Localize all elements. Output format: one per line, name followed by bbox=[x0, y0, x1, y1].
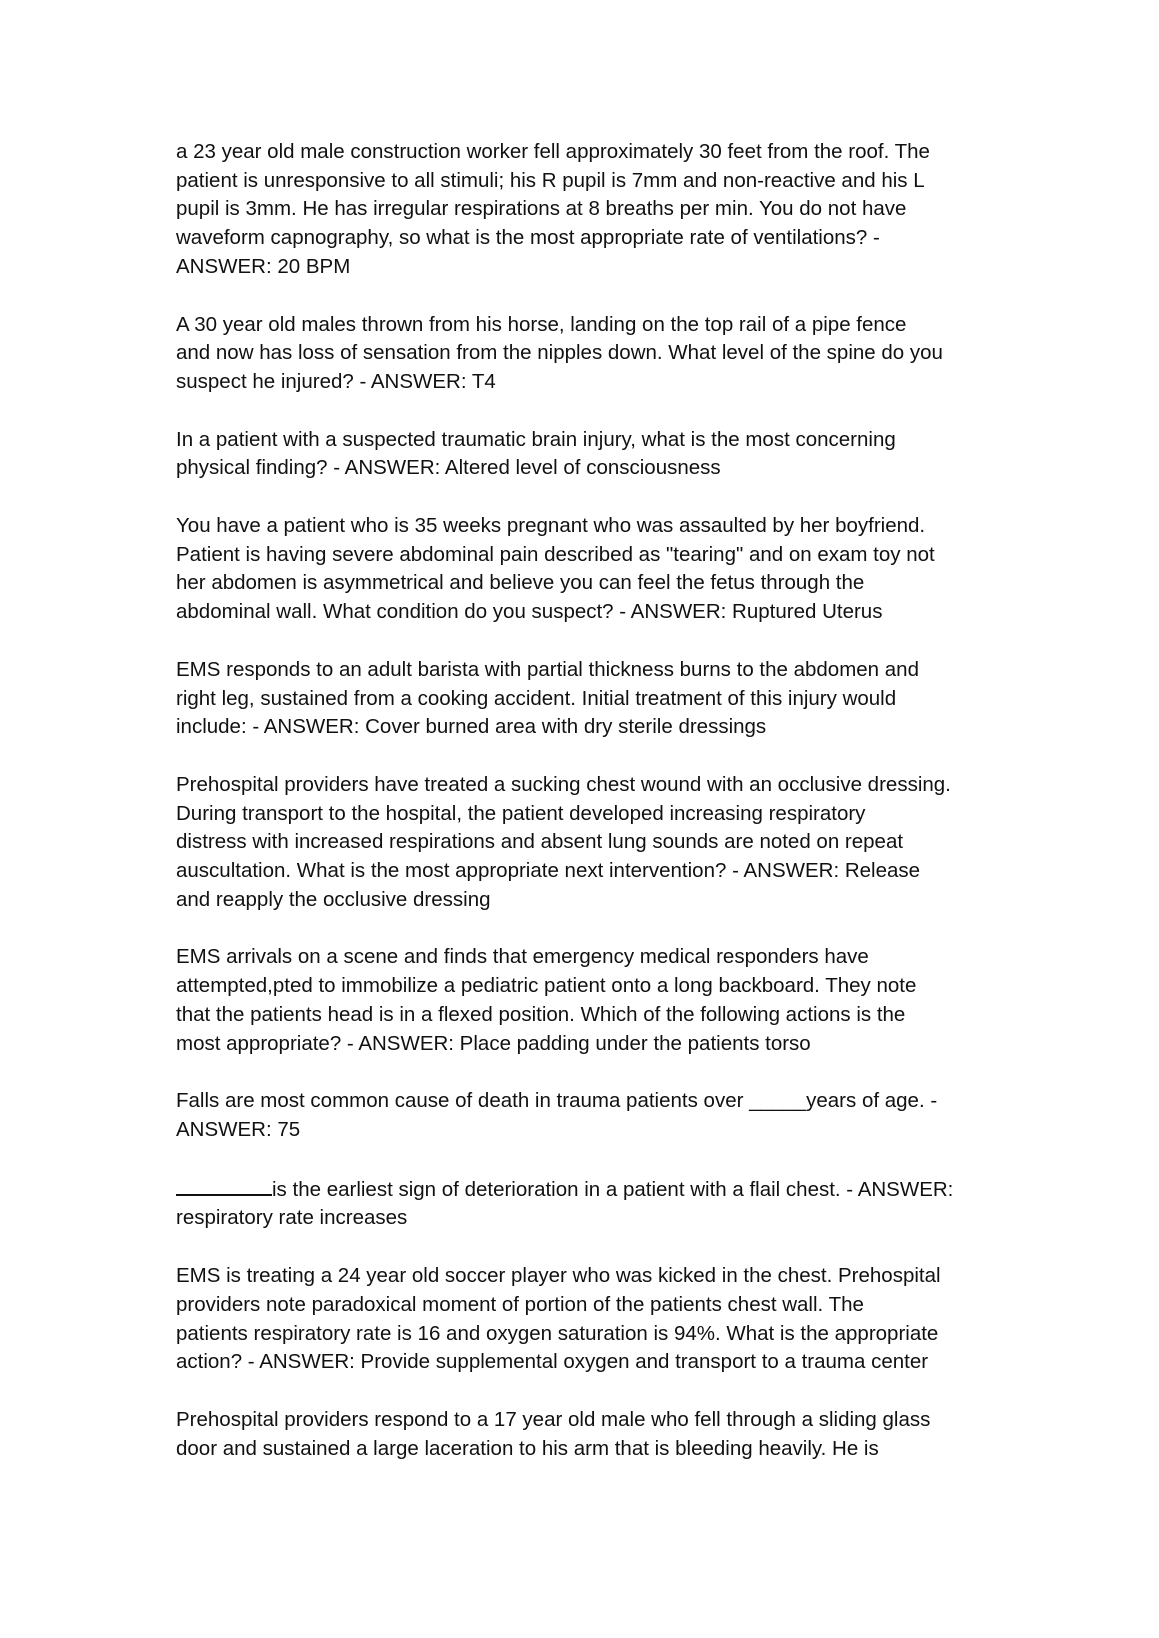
question-7: EMS arrivals on a scene and finds that emergency medical responders have attempted,pted to immobilize a pediatric patient onto a long backboard. They note that the patients head is in a flexed position. Which of the following actions is the most appropriate? - ANSWER: Place padding under the patients torso bbox=[176, 945, 917, 1055]
question-9-text: is the earliest sign of deterioration in a patient with a flail chest. - ANSWER: respiratory rate increases bbox=[176, 1177, 954, 1230]
question-5: EMS responds to an adult barista with partial thickness burns to the abdomen and right leg, sustained from a cooking accident. Initial treatment of this injury would include: - ANSWER: Cover burned area with dry sterile dressings bbox=[176, 657, 919, 739]
question-3: In a patient with a suspected traumatic brain injury, what is the most concerning physical finding? - ANSWER: Altered level of consciousness bbox=[176, 427, 896, 480]
question-8: Falls are most common cause of death in trauma patients over _____years of age. - ANSWER: 75 bbox=[176, 1089, 938, 1141]
fill-in-blank-line bbox=[176, 1174, 272, 1196]
question-1: a 23 year old male construction worker fell approximately 30 feet from the roof. The patient is unresponsive to all stimuli; his R pupil is 7mm and non-reactive and his L pupil is 3mm. He has irregular respirations at 8 breaths per min. You do not have waveform capnography, so what is the most appropriate rate of ventilations? - ANSWER: 20 BPM bbox=[176, 140, 930, 278]
question-6: Prehospital providers have treated a sucking chest wound with an occlusive dressing. During transport to the hospital, the patient developed increasing respiratory distress with increased respirations and absent lung sounds are noted on repeat auscultation. What is the most appropriate next intervention? - ANSWER: Release and reapply the occlusive dressing bbox=[176, 772, 951, 911]
document-body bbox=[176, 138, 1006, 1492]
question-4: You have a patient who is 35 weeks pregnant who was assaulted by her boyfriend. Patient is having severe abdominal pain described as "tearing" and on exam toy not her abdomen is asymmetrical and believe you can feel the fetus through the abdominal wall. What condition do you suspect? - ANSWER: Ruptured Uterus bbox=[176, 514, 935, 624]
question-2: A 30 year old males thrown from his horse, landing on the top rail of a pipe fence and now has loss of sensation from the nipples down. What level of the spine do you suspect he injured? - ANSWER: T4 bbox=[176, 312, 943, 393]
question-10: EMS is treating a 24 year old soccer player who was kicked in the chest. Prehospital providers note paradoxical moment of portion of the patients chest wall. The patients respiratory rate is 16 and oxygen saturation is 94%. What is the appropriate action? - ANSWER: Provide supplemental oxygen and transport to a trauma center bbox=[176, 1264, 941, 1374]
question-11: Prehospital providers respond to a 17 year old male who fell through a sliding glass door and sustained a large laceration to his arm that is bleeding heavily. He is bbox=[176, 1407, 931, 1460]
question-9 bbox=[176, 1174, 1006, 1233]
